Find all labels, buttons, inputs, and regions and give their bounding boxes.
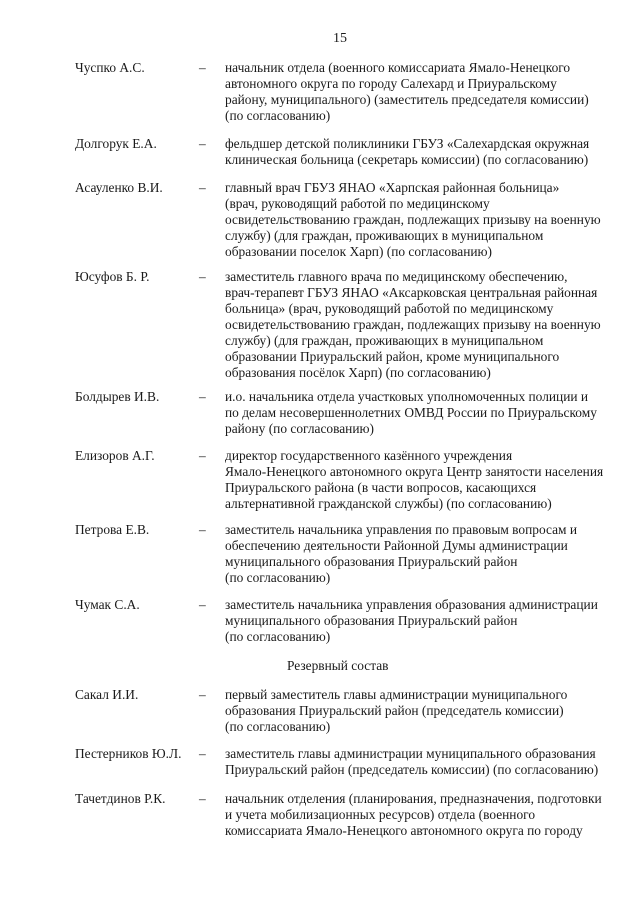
member-name: Сакал И.И. bbox=[75, 687, 139, 702]
member-name: Чумак С.А. bbox=[75, 597, 140, 612]
member-name: Петрова Е.В. bbox=[75, 522, 150, 537]
member-position: заместитель главного врача по медицинскому обеспечению, врач-терапевт ГБУЗ ЯНАО «Аксарковская центральная районная больница» (врач, руководящий работой по медицинскому освидетельствованию граждан, подлежащих призыву на военную службу) (для граждан, проживающих в муниципальном образовании Приуральский район, кроме муниципального образования посёлок Харп) (по согласованию) bbox=[225, 269, 601, 380]
dash-separator: – bbox=[199, 687, 206, 702]
member-position: главный врач ГБУЗ ЯНАО «Харпская районная больница» (врач, руководящий работой по медицинскому освидетельствованию граждан, подлежащих призыву на военную службу) (для граждан, проживающих в муниципальном образовании поселок Харп) (по согласованию) bbox=[225, 180, 601, 259]
member-name: Елизоров А.Г. bbox=[75, 448, 155, 463]
member-position: заместитель начальника управления образования администрации муниципального образования Приуральский район (по согласованию) bbox=[225, 597, 598, 644]
dash-separator: – bbox=[199, 522, 206, 537]
member-name: Тачетдинов Р.К. bbox=[75, 791, 166, 806]
reserve-section-heading: Резервный состав bbox=[287, 658, 389, 673]
dash-separator: – bbox=[199, 448, 206, 463]
member-name: Юсуфов Б. Р. bbox=[75, 269, 150, 284]
member-position: начальник отделения (планирования, предназначения, подготовки и учета мобилизационных ресурсов) отдела (военного комиссариата Ямало-Ненецкого автономного округа по городу bbox=[225, 791, 602, 838]
dash-separator: – bbox=[199, 136, 206, 151]
dash-separator: – bbox=[199, 60, 206, 75]
dash-separator: – bbox=[199, 791, 206, 806]
dash-separator: – bbox=[199, 269, 206, 284]
member-position: заместитель начальника управления по правовым вопросам и обеспечению деятельности Районной Думы администрации муниципального образования Приуральский район (по согласованию) bbox=[225, 522, 578, 585]
page-number: 15 bbox=[333, 31, 347, 46]
dash-separator: – bbox=[199, 746, 206, 761]
dash-separator: – bbox=[199, 180, 206, 195]
member-position: директор государственного казённого учреждения Ямало-Ненецкого автономного округа Центр занятости населения Приуральского района (в части вопросов, касающихся альтернативной гражданской службы) (по согласованию) bbox=[225, 448, 604, 511]
member-name: Чуспко А.С. bbox=[75, 60, 145, 75]
member-position: фельдшер детской поликлиники ГБУЗ «Салехардская окружная клиническая больница (секретарь комиссии) (по согласованию) bbox=[225, 136, 590, 167]
member-position: первый заместитель главы администрации муниципального образования Приуральский район (председатель комиссии) (по согласованию) bbox=[225, 687, 568, 734]
dash-separator: – bbox=[199, 389, 206, 404]
dash-separator: – bbox=[199, 597, 206, 612]
member-name: Пестерников Ю.Л. bbox=[75, 746, 182, 761]
member-position: и.о. начальника отдела участковых уполномоченных полиции и по делам несовершеннолетних ОМВД России по Приуральскому району (по согласованию) bbox=[225, 389, 597, 436]
member-name: Болдырев И.В. bbox=[75, 389, 160, 404]
member-name: Асауленко В.И. bbox=[75, 180, 163, 195]
member-position: заместитель главы администрации муниципального образования Приуральский район (председатель комиссии) (по согласованию) bbox=[225, 746, 599, 777]
member-name: Долгорук Е.А. bbox=[75, 136, 157, 151]
member-position: начальник отдела (военного комиссариата Ямало-Ненецкого автономного округа по городу Салехард и Приуральскому району, муниципального) (заместитель председателя комиссии) (по согласованию) bbox=[225, 60, 589, 123]
